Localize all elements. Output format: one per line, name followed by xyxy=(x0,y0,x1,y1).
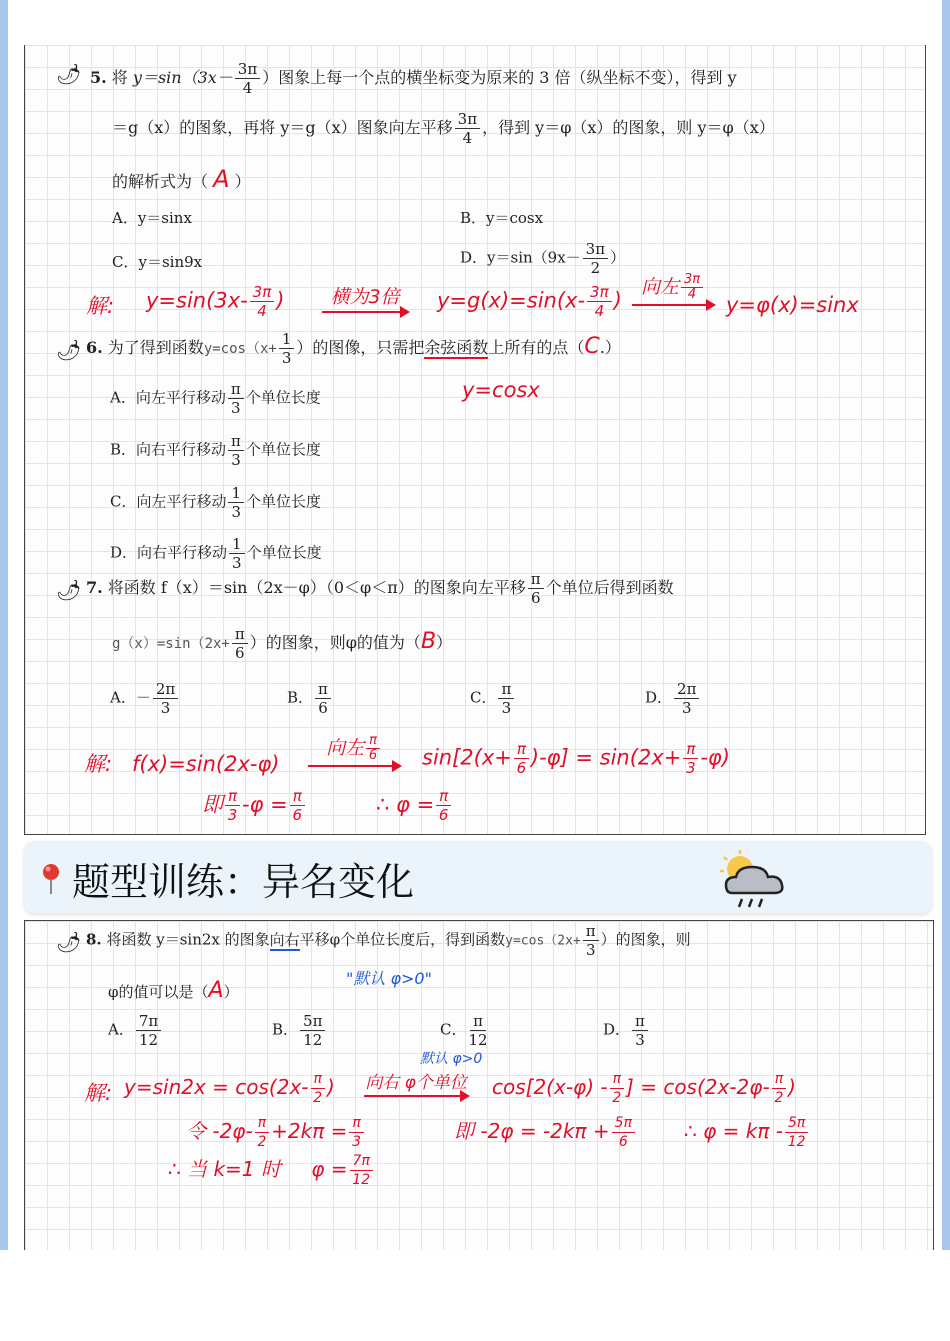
answer-q6: C xyxy=(584,334,600,359)
section-title: 题型训练：异名变化 xyxy=(72,860,415,904)
q8-note-arrow: 默认 φ>0 xyxy=(420,1051,483,1067)
q8-solution-step-1: y=sin2x = cos(2x- $\frac{\pi}{2}$ ) xyxy=(124,1071,335,1106)
answer-q5: A xyxy=(213,165,230,193)
q7-solution-step-1: f(x)=sin(2x-φ) xyxy=(132,752,280,776)
left-edge-strip xyxy=(0,0,8,1250)
q8-solution-step-3: 令 -2φ- $\frac{\pi}{2}$ +2kπ = $\frac{\pi}{3}$ xyxy=(186,1114,366,1151)
q7-solution-label: 解: xyxy=(84,752,113,776)
answer-q7: B xyxy=(420,629,437,654)
q7-solution-step-3: 即 $\frac{\pi}{3}$ -φ = $\frac{\pi}{6}$ xyxy=(202,787,307,824)
chili-pepper-icon: 🌶 xyxy=(56,578,82,602)
q7-option-b: B． $\frac{\pi}{6}$ xyxy=(287,680,333,717)
q7-option-a: A．－ $\frac{2\pi}{3}$ xyxy=(110,680,180,717)
q5-option-b: B．y＝cosx xyxy=(460,209,544,227)
chili-pepper-icon: 🌶 xyxy=(56,930,82,954)
answer-q8: A xyxy=(208,978,224,1003)
q5-solution-step-3: y=φ(x)=sinx xyxy=(726,293,859,317)
right-edge-strip xyxy=(942,0,950,1250)
q8-option-a: A． $\frac{7\pi}{12}$ xyxy=(108,1012,163,1049)
question-8-line-1: 8. 将函数 y＝sin2x 的图象向右平移φ个单位长度后，得到函数y=cos（2x+ $\frac{\pi}{3}$ ）的图象，则 xyxy=(86,922,691,959)
q7-arrow-shift: 向左 $\frac{\pi}{6}$ xyxy=(308,733,400,767)
q5-solution-label: 解: xyxy=(86,294,115,318)
q5-option-c: C．y＝sin9x xyxy=(112,253,203,271)
q5-option-a: A．y＝sinx xyxy=(112,209,192,227)
q8-option-d: D． $\frac{\pi}{3}$ xyxy=(603,1012,650,1049)
q8-option-c: C． $\frac{\pi}{12}$ xyxy=(440,1012,488,1049)
q8-solution-step-6: ∴ 当 k=1 时 φ = $\frac{7\pi}{12}$ xyxy=(168,1152,375,1189)
q8-note-default-positive: "默认 φ>0" xyxy=(346,969,432,988)
chili-pepper-icon: 🌶 xyxy=(56,338,82,362)
q6-option-b: B．向右平行移动 $\frac{\pi}{3}$ 个单位长度 xyxy=(110,432,321,469)
map-pin-icon xyxy=(40,863,62,895)
q5-solution-step-2: y=g(x)=sin(x- $\frac{3\pi}{4}$ ) xyxy=(437,283,622,320)
q7-solution-step-2: sin[2(x+ $\frac{\pi}{6}$ )-φ] = sin(2x+ $\frac{\pi}{3}$ -φ) xyxy=(422,740,730,777)
q7-solution-step-4: ∴ φ = $\frac{\pi}{6}$ xyxy=(376,787,453,824)
q5-option-d: D．y＝sin（9x－ $\frac{3\pi}{2}$ ） xyxy=(460,240,626,277)
q6-note: y=cosx xyxy=(462,378,540,402)
q8-solution-step-4: 即 -2φ = -2kπ + $\frac{5\pi}{6}$ xyxy=(454,1114,637,1151)
section-banner xyxy=(24,841,932,913)
question-6-line-1: 6. 为了得到函数y=cos（x+ $\frac{1}{3}$ ）的图像，只需把余弦函数上所有的点（C.） xyxy=(86,330,621,367)
question-5-line-2: ＝g（x）的图象，再将 y＝g（x）图象向左平移 $\frac{3\pi}{4}$ ，得到 y＝φ（x）的图象，则 y＝φ（x） xyxy=(112,110,775,147)
q8-solution-step-2: cos[2(x-φ) - $\frac{\pi}{2}$ ] = cos(2x-2φ- $\frac{\pi}{2}$ ) xyxy=(492,1071,796,1106)
question-5-line-1: 5. 将 y＝sin（3x－ $\frac{3\pi}{4}$ ）图象上每一个点的横坐标变为原来的 3 倍（纵坐标不变），得到 y xyxy=(90,60,737,97)
q5-arrow-stretch: 横为3倍 xyxy=(322,282,408,313)
q6-option-c: C．向左平行移动 $\frac{1}{3}$ 个单位长度 xyxy=(110,484,322,521)
question-7-line-1: 7. 将函数 f（x）＝sin（2x－φ）（0＜φ＜π）的图象向左平移 $\frac{\pi}{6}$ 个单位后得到函数 xyxy=(86,570,674,607)
q8-arrow-shift: 向右 φ个单位 xyxy=(364,1068,468,1097)
q8-option-b: B． $\frac{5\pi}{12}$ xyxy=(272,1012,327,1049)
q8-solution-label: 解: xyxy=(84,1081,113,1105)
q7-option-c: C． $\frac{\pi}{3}$ xyxy=(470,680,516,717)
q6-option-d: D．向右平行移动 $\frac{1}{3}$ 个单位长度 xyxy=(110,535,322,572)
q8-solution-step-5: ∴ φ = kπ - $\frac{5\pi}{12}$ xyxy=(684,1114,810,1151)
question-5-line-3: 的解析式为（ A ） xyxy=(112,165,251,193)
q6-option-a: A．向左平行移动 $\frac{\pi}{3}$ 个单位长度 xyxy=(110,380,321,417)
q5-solution-step-1: y=sin(3x- $\frac{3\pi}{4}$ ) xyxy=(146,283,285,320)
q7-option-d: D． $\frac{2\pi}{3}$ xyxy=(645,680,701,717)
chili-pepper-icon: 🌶 xyxy=(56,62,82,86)
rain-cloud-icon xyxy=(712,849,796,911)
q5-arrow-shift: 向左 $\frac{3\pi}{4}$ xyxy=(632,272,714,306)
question-8-line-2: φ的值可以是（A） xyxy=(108,978,239,1003)
question-7-line-2: g（x）=sin（2x+ $\frac{\pi}{6}$ ）的图象，则φ的值为（B） xyxy=(112,625,453,662)
